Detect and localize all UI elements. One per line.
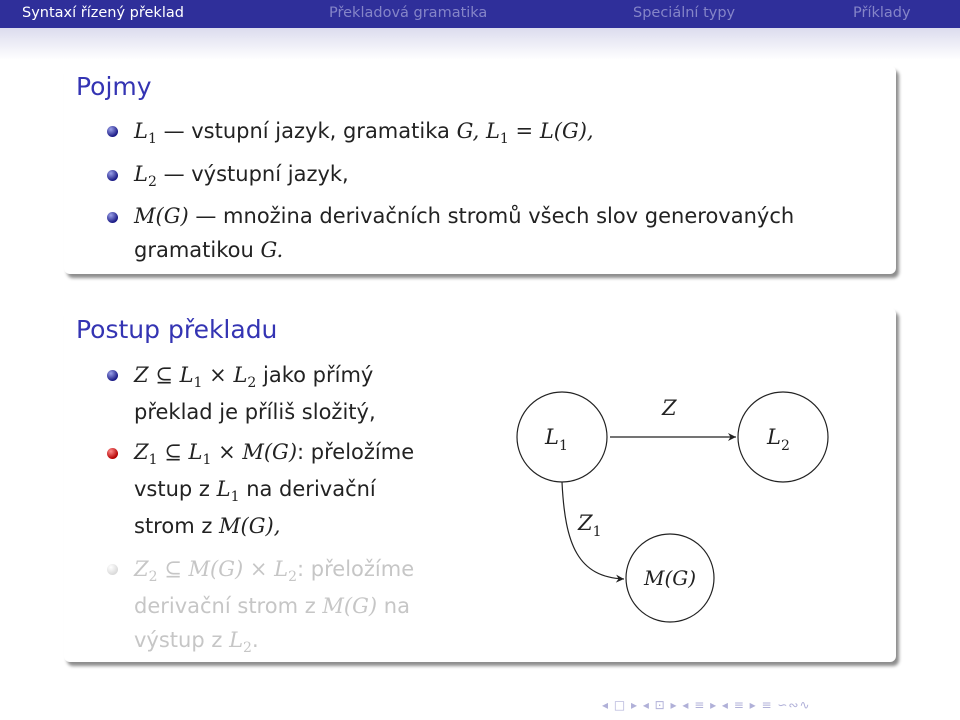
edge-label-z: Z xyxy=(662,396,677,420)
postup-item-1: Z ⊆ $L_1 \times L_2$ jako přímý překlad je příliš složitý, xyxy=(134,363,376,424)
node-l2 xyxy=(738,392,828,482)
nav-item-translation-grammar[interactable]: Překladová gramatika xyxy=(329,5,488,21)
nav-item-examples[interactable]: Příklady xyxy=(853,5,911,21)
postup-item-3: $Z_2$ ⊆ $M(G) \times L_2$: přeložíme derivační strom z M(G) na výstup z $L_2$. xyxy=(134,557,415,656)
edge-label-z1: $Z_1$ xyxy=(578,511,602,540)
node-l1-label: $L_1$ xyxy=(545,425,568,454)
node-l2-label: $L_2$ xyxy=(767,425,790,454)
nav-item-syntax-directed-translation[interactable]: Syntaxí řízený překlad xyxy=(22,5,184,21)
nav-item-special-types[interactable]: Speciální typy xyxy=(633,5,736,21)
postup-item-2: $Z_1$ ⊆ $L_1 \times M(G)$: přeložíme vstup z $L_1$ na derivační strom z M(G), xyxy=(134,440,415,538)
block-title-postup: Postup překladu xyxy=(76,315,278,344)
pojmy-item-1: $L_1$ — vstupní jazyk, gramatika G, $L_1 = L(G)$, xyxy=(134,119,594,147)
node-l1 xyxy=(517,392,607,482)
beamer-navigation-icons[interactable]: ◂ □ ▸ ◂ ⊡ ▸ ◂ ≡ ▸ ◂ ≡ ▸ ≡ ∽∾∿ xyxy=(602,698,811,712)
pojmy-item-3: M(G) — množina derivačních stromů všech slov generovaných gramatikou G. xyxy=(134,204,795,262)
node-mg-label: M(G) xyxy=(643,566,697,590)
block-title-pojmy: Pojmy xyxy=(76,72,152,101)
pojmy-item-2: $L_2$ — výstupní jazyk, xyxy=(134,162,349,190)
